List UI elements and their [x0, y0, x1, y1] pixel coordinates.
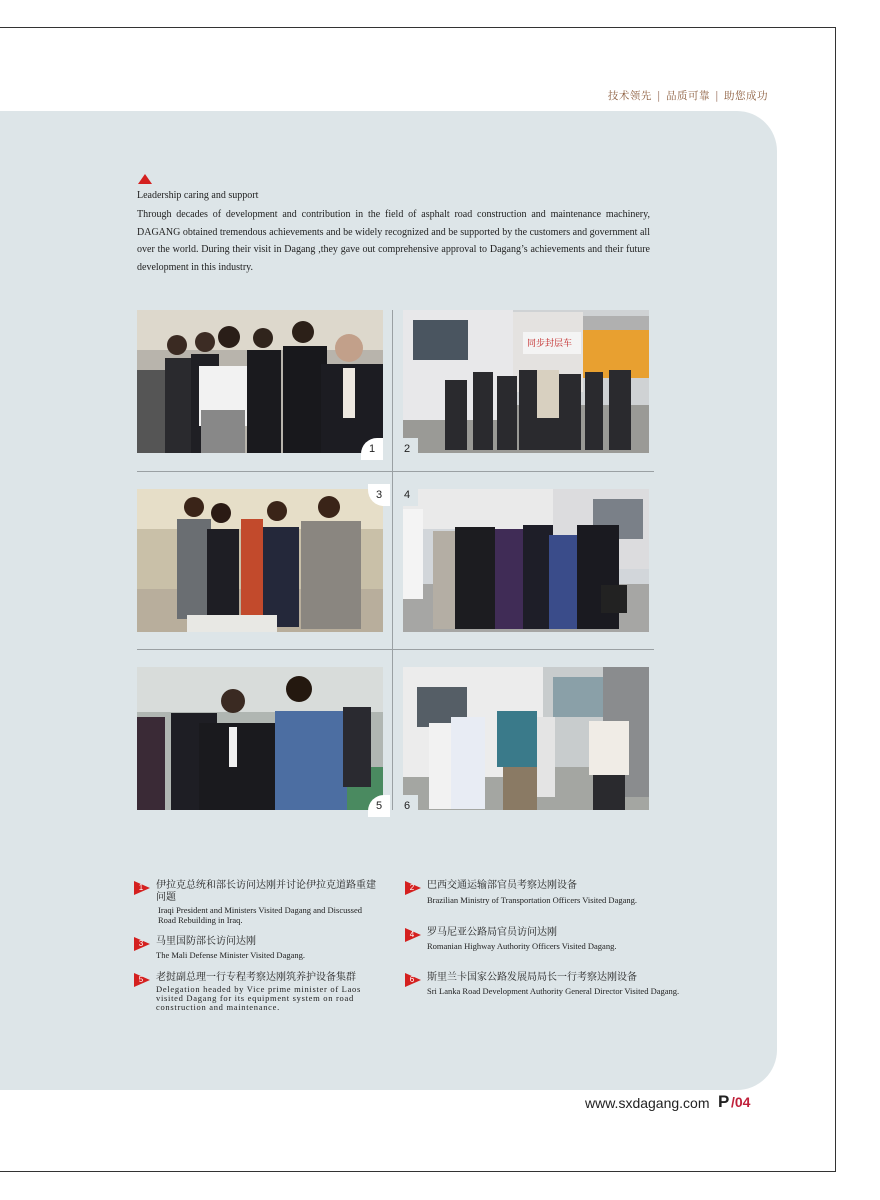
caption-zh: 伊拉克总统和部长访问达刚并讨论伊拉克道路重建问题: [156, 880, 376, 903]
caption-zh: 老挝副总理一行专程考察达刚筑养护设备集群: [156, 972, 356, 983]
caption-3: [134, 936, 379, 960]
caption-en: Brazilian Ministry of Transportation Officers Visited Dagang.: [427, 895, 637, 905]
page-number: /04: [731, 1094, 751, 1110]
tagline-item: 技术领先: [607, 90, 652, 102]
caption-zh: 罗马尼亚公路局官员访问达刚: [427, 927, 557, 938]
arrow-badge-icon: 4: [405, 928, 423, 942]
photo-4: [403, 489, 649, 632]
photo-number-1: 1: [361, 438, 383, 460]
photo-5: [137, 667, 383, 810]
tagline-divider: |: [714, 90, 719, 102]
footer-url[interactable]: www.sxdagang.com: [585, 1095, 710, 1111]
arrow-badge-icon: 6: [405, 973, 423, 987]
tagline-item: 助您成功: [724, 90, 768, 102]
tagline-divider: |: [656, 90, 661, 102]
tagline-item: 品质可靠: [665, 90, 710, 102]
intro-heading: Leadership caring and support: [137, 190, 259, 201]
header-tagline: [608, 88, 768, 103]
caption-en: Delegation headed by Vice prime minister of Laos visited Dagang for its equipment system on road construction and maintenance.: [156, 984, 362, 1012]
caption-zh: 斯里兰卡国家公路发展局局长一行考察达刚设备: [427, 972, 637, 983]
photo-number-3: 3: [368, 484, 390, 506]
page-prefix-logo: P: [718, 1092, 730, 1111]
caption-zh: 马里国防部长访问达刚: [156, 936, 256, 947]
photo-2: [403, 310, 649, 453]
grid-horizontal-divider: [137, 649, 654, 650]
caption-1: [134, 880, 379, 925]
arrow-badge-icon: 5: [134, 973, 152, 987]
truck-sign: 同步封层车: [527, 339, 573, 349]
photo-number-4: 4: [396, 484, 418, 506]
photo-3: [137, 489, 383, 632]
photo-1: [137, 310, 383, 453]
red-triangle-icon: [138, 174, 152, 184]
photo-number-2: 2: [396, 438, 418, 460]
arrow-badge-icon: 2: [405, 881, 423, 895]
caption-6: [405, 972, 715, 996]
arrow-badge-icon: 3: [134, 937, 152, 951]
photo-number-6: 6: [396, 795, 418, 817]
caption-2: [405, 880, 705, 905]
caption-en: The Mali Defense Minister Visited Dagang.: [156, 950, 305, 960]
caption-5: [134, 972, 384, 1012]
grid-vertical-divider: [392, 310, 393, 810]
caption-en: Iraqi President and Ministers Visited Dagang and Discussed Road Rebuilding in Iraq.: [158, 905, 363, 925]
intro-body: Through decades of development and contribution in the field of asphalt road construction and maintenance machinery, DAGANG obtained tremendous achievements and be widely recognized and be supported by the customers and government all over the world. During their visit in Dagang ,they gave out comprehensive approval to Dagang’s achievements and their future development in this industry.: [137, 209, 650, 273]
grid-horizontal-divider: [137, 471, 654, 472]
photo-6: [403, 667, 649, 810]
caption-en: Sri Lanka Road Development Authority General Director Visited Dagang.: [427, 986, 680, 996]
caption-zh: 巴西交通运输部官员考察达刚设备: [427, 880, 577, 891]
caption-en: Romanian Highway Authority Officers Visited Dagang.: [427, 941, 617, 951]
arrow-badge-icon: 1: [134, 881, 152, 895]
caption-4: [405, 927, 705, 951]
photo-number-5: 5: [368, 795, 390, 817]
